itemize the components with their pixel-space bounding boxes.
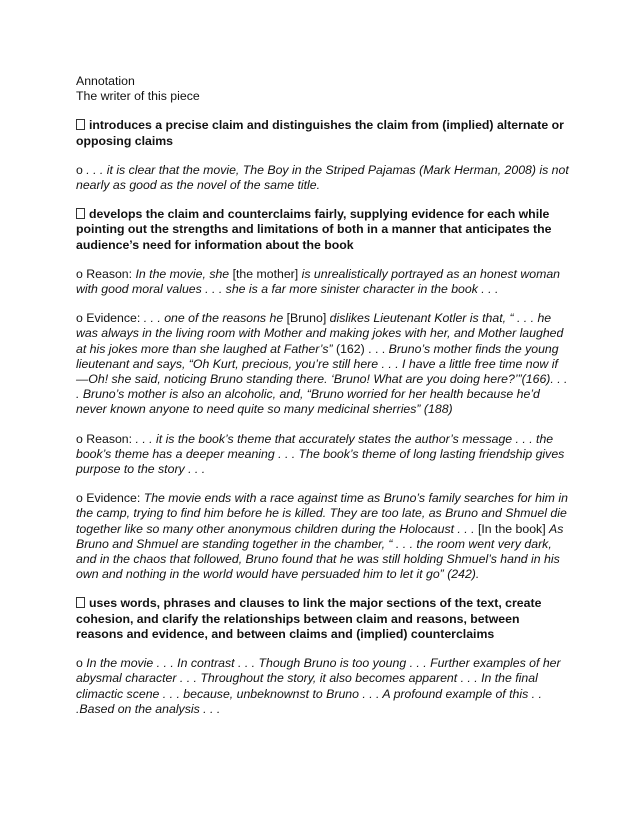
checkbox-icon <box>76 119 85 130</box>
evidence-one-part3: dislikes Lieutenant Kotler is that, “ . . . he was always in the living room with Mother and making jokes with her, and Mother laughed at his jokes more than she laughed at Father’s” <box>76 311 564 356</box>
bullet: o <box>76 266 83 281</box>
bullet: o <box>76 431 83 446</box>
reason-label: Reason: <box>86 266 133 281</box>
reason-two-text: . . . it is the book’s theme that accurately states the author’s message . . . the book’s theme has a deeper meaning . . . The book’s theme of long lasting friendship gives purpose to the story . . . <box>76 431 565 477</box>
criterion-counterclaims-text: develops the claim and counterclaims fairly, supplying evidence for each while pointing out the strengths and limitations of both in a manner that anticipates the audience’s need for information about the book <box>76 207 552 252</box>
criterion-claim-text: introduces a precise claim and distinguishes the claim from (implied) alternate or opposing claims <box>76 118 564 148</box>
bullet: o <box>76 656 83 671</box>
checkbox-icon <box>76 597 85 608</box>
criterion-cohesion <box>76 596 570 642</box>
reason-label: Reason: <box>86 431 133 446</box>
evidence-two-part1: The movie ends with a race against time as Bruno’s family searches for him in the camp, trying to find him before he is killed. They are too late, as Bruno and Shmuel die together like so many other anonymous children during the Holocaust . . . <box>76 491 568 536</box>
heading-subtitle: The writer of this piece <box>76 89 200 104</box>
reason-one <box>76 267 570 297</box>
evidence-two-part2: [In the book] <box>477 521 546 536</box>
evidence-two <box>76 491 570 582</box>
evidence-label: Evidence: <box>86 311 141 326</box>
example-transitions-text: In the movie . . . In contrast . . . Though Bruno is too young . . . Further examples of her abysmal character . . . Throughout the story, it also becomes apparent . . . In the final climactic scene . . . because, unbeknownst to Bruno . . . A profound example of this . . .Based on the analysis . . . <box>76 656 561 716</box>
checkbox-icon <box>76 208 85 219</box>
example-claim <box>76 163 570 193</box>
evidence-two-part3: As Bruno and Shmuel are standing together in the chamber, “ . . . the room went very dark, and in the chaos that followed, Bruno found that he was still holding Shmuel’s hand in his own and nothing in the world would have persuaded him to let it go” (242). <box>76 521 564 582</box>
evidence-one-part1: . . . one of the reasons he <box>143 311 284 326</box>
evidence-one-part5: Bruno’s mother finds the young lieutenant and says, “Oh Kurt, precious, you’re still here . . . I have a little free time now if—Oh! she said, noticing Bruno standing there. ‘Bruno! What are you doing here?’”(166). . . . Bruno’s mother is also an alcoholic, and, “Bruno worried for her health because he’d never known anyone to need quite so many medicinal sherries” (188) <box>76 341 568 417</box>
reason-one-part2: [the mother] <box>232 266 299 281</box>
example-claim-text: . . . it is clear that the movie, The Boy in the Striped Pajamas (Mark Herman, 2008) is not nearly as good as the novel of the same title. <box>76 162 569 193</box>
bullet: o <box>76 311 83 326</box>
criterion-counterclaims <box>76 207 570 253</box>
bullet: o <box>76 162 83 177</box>
evidence-one <box>76 311 570 417</box>
heading-title: Annotation <box>76 74 135 88</box>
reason-one-part3: is unrealistically portrayed as an honest woman with good moral values . . . she is a far more sinister character in the book . . . <box>76 266 560 297</box>
example-transitions <box>76 656 570 717</box>
reason-two <box>76 432 570 478</box>
evidence-one-part4: (162) . . . <box>335 341 386 356</box>
heading-block <box>76 74 570 104</box>
document-page <box>76 74 570 731</box>
criterion-claim <box>76 118 570 148</box>
evidence-one-part2: [Bruno] <box>286 311 327 326</box>
criterion-cohesion-text: uses words, phrases and clauses to link the major sections of the text, create cohesion, and clarify the relationships between claim and reasons, between reasons and evidence, and between claims and (implied) counterclaims <box>76 596 542 641</box>
evidence-label: Evidence: <box>86 491 141 506</box>
bullet: o <box>76 491 83 506</box>
reason-one-part1: In the movie, she <box>135 266 230 281</box>
